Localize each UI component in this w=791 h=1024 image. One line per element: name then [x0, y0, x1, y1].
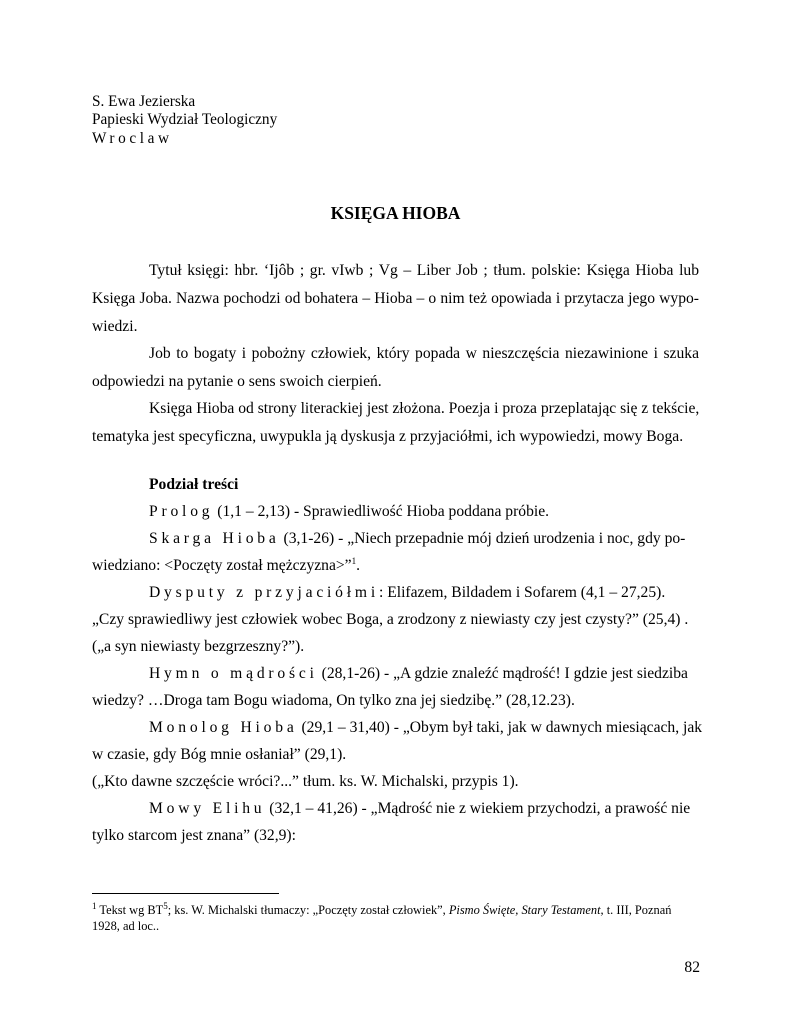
mowy-label: Mowy Elihu	[149, 800, 266, 817]
footnote-rule	[92, 893, 279, 894]
footnote	[92, 902, 702, 934]
dysputy-line2: „Czy sprawiedliwy jest człowiek wobec Boga, a zrodzony z niewiasty czy jest czysty?” (25,4) .	[92, 611, 689, 628]
skarga-line2	[92, 557, 360, 575]
footnote-text-a: Tekst wg BT	[96, 903, 164, 917]
footnote-text-c: t. III, Poznań 1928, ad loc..	[92, 903, 672, 933]
intro-p1-line2: Księga Joba. Nazwa pochodzi od bohatera – Hioba – o nim też opowiada i przytacza jego wypo-	[92, 290, 699, 307]
skarga-text: (3,1-26) - „Niech przepadnie mój dzień urodzenia i noc, gdy po-	[279, 530, 686, 547]
mowy-line2: tylko starcom jest znana” (32,9):	[92, 827, 296, 844]
institution-name: Papieski Wydział Teologiczny	[92, 111, 278, 128]
footnote-number: 1	[92, 900, 97, 911]
monolog-line3: („Kto dawne szczęście wróci?...” tłum. ks. W. Michalski, przypis 1).	[92, 773, 519, 790]
page-title: KSIĘGA HIOBA	[330, 203, 461, 223]
intro-p3-line1: Księga Hioba od strony literackiej jest złożona. Poezja i proza przeplatając się z tekście,	[149, 400, 700, 417]
dysputy-text: : Elifazem, Bildadem i Sofarem (4,1 – 27,25).	[378, 584, 666, 601]
monolog-text: (29,1 – 31,40) - „Obym był taki, jak w dawnych miesiącach, jak	[297, 719, 703, 736]
hymn-text: (28,1-26) - „A gdzie znaleźć mądrość! I gdzie jest siedziba	[317, 665, 688, 682]
prolog-line	[149, 503, 549, 521]
hymn-label: Hymn o mądrości	[149, 665, 318, 682]
dysputy-line1	[149, 584, 665, 602]
monolog-line1	[149, 719, 702, 737]
footnote-ref: 1	[351, 555, 357, 566]
skarga-quote: wiedziano: <Poczęty został mężczyzna>”	[92, 557, 352, 574]
mowy-text: (32,1 – 41,26) - „Mądrość nie z wiekiem przychodzi, a prawość nie	[265, 800, 691, 817]
page-number: 82	[684, 959, 700, 976]
city-name: Wroclaw	[92, 130, 173, 147]
dysputy-line3: („a syn niewiasty bezgrzeszny?”).	[92, 638, 305, 655]
monolog-label: Monolog Hioba	[149, 719, 298, 736]
skarga-line1	[149, 530, 685, 548]
section-heading: Podział treści	[149, 476, 239, 493]
skarga-end: .	[356, 557, 361, 574]
mowy-line1	[149, 800, 690, 818]
intro-p2-line1: Job to bogaty i pobożny człowiek, który popada w nieszczęścia niezawinione i szuka	[149, 345, 699, 362]
footnote-italic-title: Pismo Święte, Stary Testament,	[448, 903, 604, 917]
author-name: S. Ewa Jezierska	[92, 93, 196, 110]
intro-p1-line1: Tytuł księgi: hbr. ‘Ijôb ; gr. vIwb ; Vg – Liber Job ; tłum. polskie: Księga Hioba lub	[149, 262, 699, 279]
hymn-line2: wiedzy? …Droga tam Bogu wiadoma, On tylko zna jej siedzibę.” (28,12.23).	[92, 692, 575, 709]
monolog-line2: w czasie, gdy Bóg mnie osłaniał” (29,1).	[92, 746, 347, 763]
intro-p1-line3: wiedzi.	[92, 318, 138, 335]
prolog-text: (1,1 – 2,13) - Sprawiedliwość Hioba poddana próbie.	[213, 503, 550, 520]
skarga-label: Skarga Hioba	[149, 530, 280, 547]
intro-p2-line2: odpowiedzi na pytanie o sens swoich cierpień.	[92, 373, 382, 390]
prolog-label: Prolog	[149, 503, 214, 520]
footnote-text-b: ; ks. W. Michalski tłumaczy: „Poczęty został człowiek”,	[167, 903, 449, 917]
intro-p3-line2: tematyka jest specyficzna, uwypukla ją dyskusja z przyjaciółmi, ich wypowiedzi, mowy Boga.	[92, 428, 684, 445]
hymn-line1	[149, 665, 688, 683]
footnote-superscript: 5	[163, 900, 168, 911]
dysputy-label: Dysputy z przyjaciółmi	[149, 584, 379, 601]
